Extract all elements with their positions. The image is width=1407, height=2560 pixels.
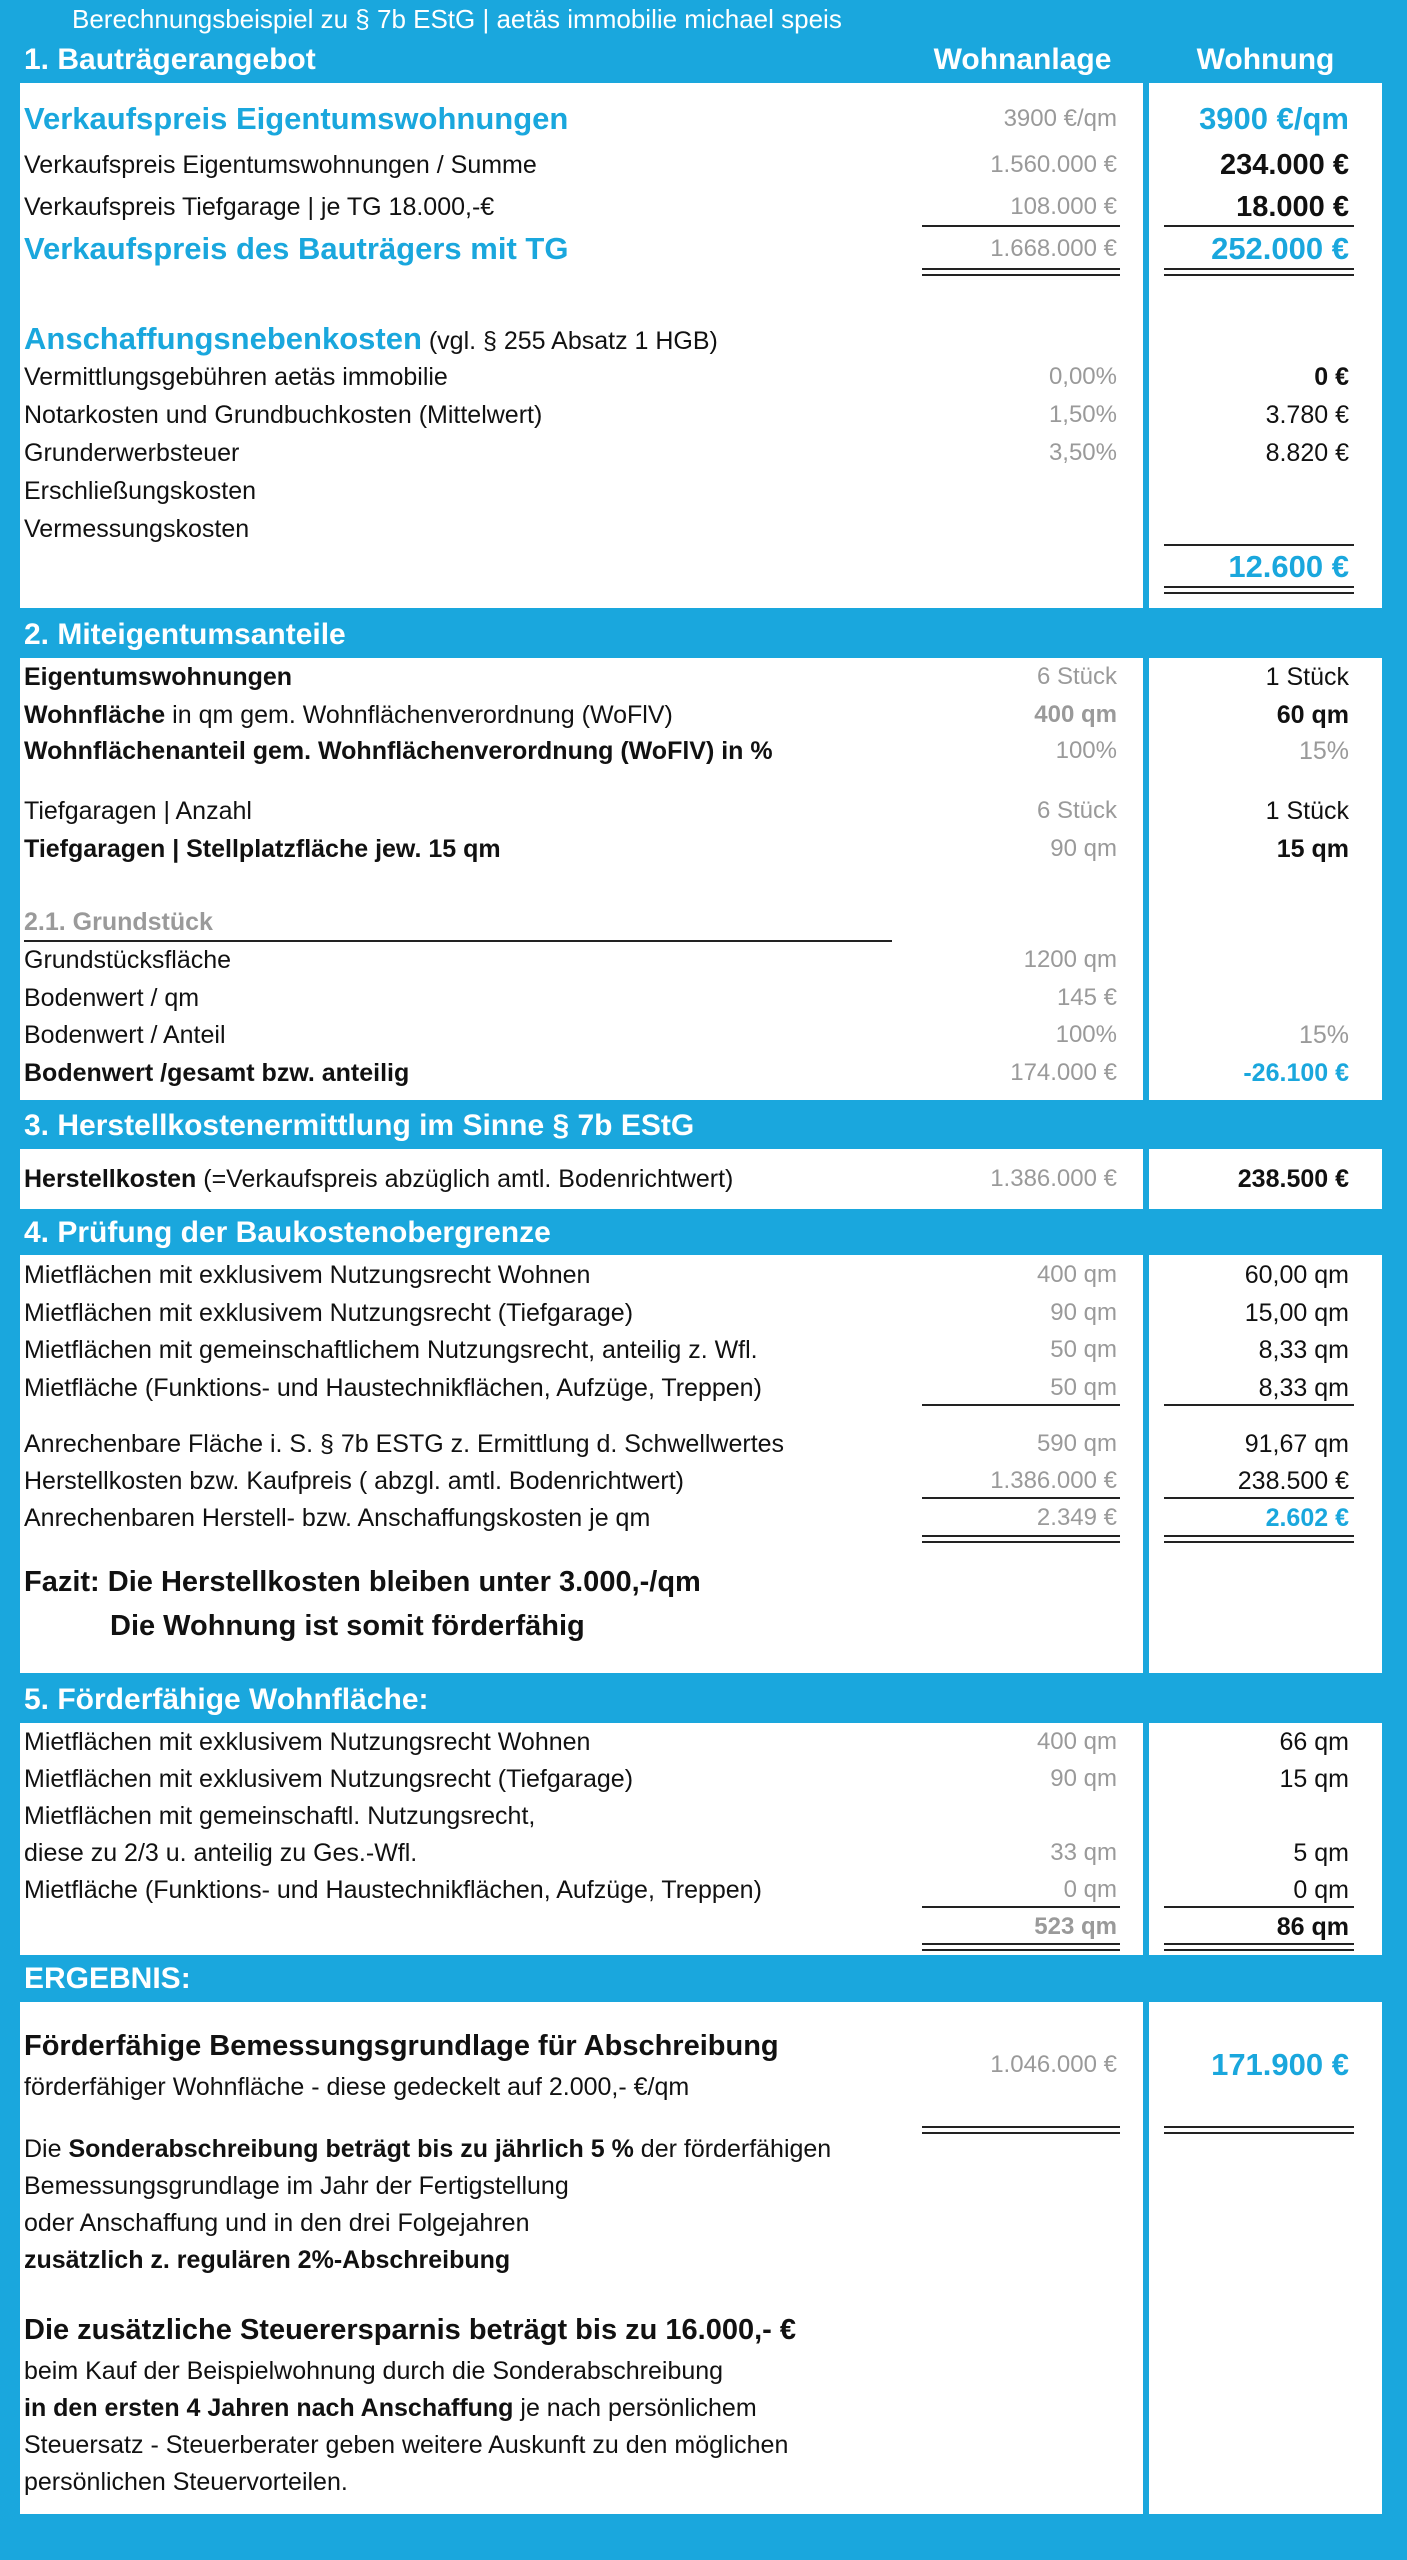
steuerersparnis-line-4: persönlichen Steuervorteilen. — [24, 2468, 348, 2496]
wohnung-value: 1 Stück — [1265, 663, 1349, 691]
wohnung-value: 238.500 € — [1237, 1165, 1349, 1193]
wohnanlage-value: 90 qm — [1050, 1765, 1117, 1792]
wohnanlage-value: 400 qm — [1034, 701, 1117, 728]
wohnung-value: 3900 €/qm — [1199, 101, 1349, 136]
row-label: in qm gem. Wohnflächenverordnung (WoFlV) — [165, 701, 673, 729]
wohnanlage-value: 0 qm — [1063, 1876, 1117, 1903]
row-label: Mietflächen mit gemeinschaftl. Nutzungsrecht, — [24, 1802, 536, 1830]
row-label-bold: Wohnfläche — [24, 701, 166, 729]
section-1-title: 1. Bauträgerangebot — [24, 43, 316, 76]
wohnanlage-value: 50 qm — [1050, 1336, 1117, 1363]
row-anschaffungsnebenkosten-title — [0, 320, 1407, 358]
wohnung-value: 238.500 € — [1237, 1467, 1349, 1495]
ergebnis-title: ERGEBNIS: — [24, 1962, 191, 1995]
row-label: Verkaufspreis Eigentumswohnungen / Summe — [24, 151, 537, 179]
row-foerder-funktion — [0, 1871, 1407, 1909]
row-label: Wohnflächenanteil gem. Wohnflächenverordnung (WoFlV) in % — [24, 737, 773, 765]
total-double-line — [1164, 586, 1354, 594]
wohnung-value: 8.820 € — [1265, 439, 1349, 467]
wohnanlage-value: 400 qm — [1036, 1261, 1117, 1288]
row-mietflaeche-wohnen — [0, 1256, 1407, 1294]
wohnanlage-value: 1.046.000 € — [990, 2051, 1117, 2078]
fazit-line-1: Fazit: Die Herstellkosten bleiben unter 3.000,-/qm — [24, 1566, 701, 1598]
row-label: diese zu 2/3 u. anteilig zu Ges.-Wfl. — [24, 1839, 418, 1867]
row-label: Verkaufspreis des Bauträgers mit TG — [24, 231, 569, 266]
wohnanlage-value: 2.349 € — [1036, 1504, 1117, 1531]
column-header-wohnanlage: Wohnanlage — [933, 43, 1112, 76]
row-herstellkosten — [0, 1160, 1407, 1198]
subtotal-line — [922, 1404, 1120, 1406]
total-double-line — [1164, 2126, 1354, 2134]
row-bodenwert-anteil — [0, 1016, 1407, 1054]
subtotal-line — [1164, 544, 1354, 546]
row-label: Mietflächen mit gemeinschaftlichem Nutzungsrecht, anteilig z. Wfl. — [24, 1336, 758, 1364]
row-label: (=Verkaufspreis abzüglich amtl. Bodenrichtwert) — [196, 1165, 734, 1193]
row-grundstueck-title — [0, 903, 1407, 941]
wohnung-value: 15 qm — [1276, 835, 1349, 863]
wohnanlage-value: 1.386.000 € — [990, 1165, 1117, 1192]
wohnung-value: 5 qm — [1293, 1839, 1349, 1867]
row-label: Grundstücksfläche — [24, 946, 232, 974]
total-double-line — [922, 1943, 1120, 1951]
steuerersparnis-emphasis: in den ersten 4 Jahren nach Anschaffung — [24, 2394, 514, 2422]
wohnanlage-value: 590 qm — [1036, 1430, 1117, 1457]
wohnung-value: 0 qm — [1293, 1876, 1349, 1904]
row-label: Mietflächen mit exklusivem Nutzungsrecht Wohnen — [24, 1261, 591, 1289]
row-bodenwert-qm — [0, 979, 1407, 1017]
row-label: Grunderwerbsteuer — [24, 439, 240, 467]
section-2-title: 2. Miteigentumsanteile — [24, 618, 346, 651]
row-label: Vermittlungsgebühren aetäs immobilie — [24, 363, 448, 391]
wohnanlage-value: 174.000 € — [1010, 1059, 1117, 1086]
wohnanlage-value: 6 Stück — [1036, 663, 1117, 690]
row-tiefgaragen-stellplatz — [0, 830, 1407, 868]
wohnung-value: 8,33 qm — [1258, 1336, 1349, 1364]
wohnung-value: 60 qm — [1276, 701, 1349, 729]
wohnung-value: 66 qm — [1279, 1728, 1349, 1756]
sonderabschreibung-line-1: Die Sonderabschreibung beträgt bis zu jährlich 5 % der förderfähigen — [24, 2135, 832, 2163]
row-vermessungskosten — [0, 510, 1407, 548]
row-label: Bodenwert / qm — [24, 984, 200, 1012]
subsection-title: 2.1. Grundstück — [24, 908, 213, 936]
total-double-line — [1164, 268, 1354, 276]
row-verkaufspreis-qm — [0, 100, 1407, 138]
row-label-bold: Herstellkosten — [24, 1165, 197, 1193]
wohnanlage-value: 1,50% — [1048, 401, 1117, 428]
wohnanlage-value: 100% — [1055, 737, 1117, 764]
bemessungsgrundlage-subtitle: förderfähiger Wohnfläche - diese gedeckelt auf 2.000,- €/qm — [24, 2073, 690, 2101]
row-label: Eigentumswohnungen — [24, 663, 293, 691]
row-label: Mietfläche (Funktions- und Haustechnikflächen, Aufzüge, Treppen) — [24, 1374, 762, 1402]
document-title: Berechnungsbeispiel zu § 7b EStG | aetäs immobilie michael speis — [72, 4, 842, 34]
wohnung-value: -26.100 € — [1243, 1059, 1349, 1087]
wohnung-value: 86 qm — [1276, 1913, 1349, 1941]
wohnung-value: 12.600 € — [1228, 549, 1349, 584]
row-label: Tiefgaragen | Stellplatzfläche jew. 15 qm — [24, 835, 501, 863]
wohnanlage-value: 6 Stück — [1036, 797, 1117, 824]
section-5-title: 5. Förderfähige Wohnfläche: — [24, 1683, 429, 1716]
total-double-line — [922, 1535, 1120, 1543]
row-grundstuecksflaeche — [0, 941, 1407, 979]
row-mietflaeche-funktion — [0, 1369, 1407, 1407]
sonderabschreibung-line-3: oder Anschaffung und in den drei Folgejahren — [24, 2209, 530, 2237]
wohnanlage-value: 523 qm — [1034, 1913, 1117, 1940]
section-3-title: 3. Herstellkostenermittlung im Sinne § 7b EStG — [24, 1109, 695, 1142]
wohnung-value: 60,00 qm — [1244, 1261, 1349, 1289]
wohnanlage-value: 90 qm — [1050, 1299, 1117, 1326]
section-4-title: 4. Prüfung der Baukostenobergrenze — [24, 1216, 551, 1249]
wohnanlage-value: 90 qm — [1050, 835, 1117, 862]
row-wohnflaechenanteil — [0, 732, 1407, 770]
row-label: Mietflächen mit exklusivem Nutzungsrecht (Tiefgarage) — [24, 1765, 634, 1793]
row-foerder-gemeinschaftl-2 — [0, 1834, 1407, 1872]
subtotal-line — [922, 225, 1120, 227]
row-verkaufspreis-tiefgarage — [0, 188, 1407, 226]
bemessungsgrundlage-heading: Förderfähige Bemessungsgrundlage für Abschreibung — [24, 2030, 779, 2062]
wohnanlage-value: 400 qm — [1036, 1728, 1117, 1755]
nebenkosten-heading: Anschaffungsnebenkosten — [24, 321, 422, 356]
row-anrechenbare-flaeche — [0, 1425, 1407, 1463]
wohnung-value: 15% — [1298, 1021, 1349, 1049]
sonderabschreibung-line-4: zusätzlich z. regulären 2%-Abschreibung — [24, 2246, 511, 2274]
row-wohnflaeche — [0, 696, 1407, 734]
wohnung-value: 15% — [1298, 737, 1349, 765]
row-vermittlungsgebuehren — [0, 358, 1407, 396]
nebenkosten-note: (vgl. § 255 Absatz 1 HGB) — [428, 327, 718, 355]
row-label: Anrechenbare Fläche i. S. § 7b ESTG z. Ermittlung d. Schwellwertes — [24, 1430, 785, 1458]
wohnanlage-value: 33 qm — [1050, 1839, 1117, 1866]
row-verkaufspreis-bautraeger — [0, 230, 1407, 268]
wohnanlage-value: 1.386.000 € — [990, 1467, 1117, 1494]
wohnung-value: 15 qm — [1279, 1765, 1349, 1793]
wohnung-value: 1 Stück — [1265, 797, 1349, 825]
wohnanlage-value: 3,50% — [1048, 439, 1117, 466]
row-eigentumswohnungen — [0, 658, 1407, 696]
wohnanlage-value: 3900 €/qm — [1003, 105, 1117, 132]
row-bodenwert-gesamt — [0, 1054, 1407, 1092]
row-mietflaeche-tiefgarage — [0, 1294, 1407, 1332]
row-label: Bodenwert /gesamt bzw. anteilig — [24, 1059, 410, 1087]
subtotal-line — [1164, 1404, 1354, 1406]
row-foerder-summe — [0, 1908, 1407, 1946]
steuerersparnis-line-1: beim Kauf der Beispielwohnung durch die Sonderabschreibung — [24, 2357, 724, 2385]
row-label: Verkaufspreis Eigentumswohnungen — [24, 101, 569, 136]
row-label: Mietflächen mit exklusivem Nutzungsrecht (Tiefgarage) — [24, 1299, 634, 1327]
steuerersparnis-heading: Die zusätzliche Steuerersparnis beträgt bis zu 16.000,- € — [24, 2314, 797, 2346]
row-tiefgaragen-anzahl — [0, 792, 1407, 830]
wohnanlage-value: 1200 qm — [1023, 946, 1117, 973]
wohnanlage-value: 145 € — [1056, 984, 1117, 1011]
row-bemessungsgrundlage-values — [0, 2046, 1407, 2084]
wohnanlage-value: 0,00% — [1048, 363, 1117, 390]
wohnung-value: 18.000 € — [1236, 191, 1349, 223]
wohnung-value: 15,00 qm — [1244, 1299, 1349, 1327]
row-label: Verkaufspreis Tiefgarage | je TG 18.000,-€ — [24, 193, 495, 221]
wohnung-value: 0 € — [1314, 363, 1349, 391]
row-kosten-je-qm — [0, 1499, 1407, 1537]
fazit-line-2: Die Wohnung ist somit förderfähig — [110, 1610, 585, 1642]
row-label: Herstellkosten bzw. Kaufpreis ( abzgl. amtl. Bodenrichtwert) — [24, 1467, 684, 1495]
wohnanlage-value: 108.000 € — [1010, 193, 1117, 220]
wohnung-value: 3.780 € — [1265, 401, 1349, 429]
row-label: Tiefgaragen | Anzahl — [24, 797, 252, 825]
total-double-line — [1164, 1943, 1354, 1951]
wohnung-value: 171.900 € — [1211, 2047, 1349, 2082]
steuerersparnis-line-3: Steuersatz - Steuerberater geben weitere Auskunft zu den möglichen — [24, 2431, 789, 2459]
row-grunderwerbsteuer — [0, 434, 1407, 472]
row-nebenkosten-summe — [0, 548, 1407, 586]
row-notarkosten — [0, 396, 1407, 434]
wohnung-value: 8,33 qm — [1258, 1374, 1349, 1402]
wohnung-value: 252.000 € — [1211, 231, 1349, 266]
row-label: Vermessungskosten — [24, 515, 250, 543]
wohnung-value: 234.000 € — [1219, 149, 1349, 181]
total-double-line — [922, 268, 1120, 276]
wohnung-value: 2.602 € — [1265, 1504, 1349, 1532]
subtotal-line — [1164, 225, 1354, 227]
row-foerder-gemeinschaftl-1 — [0, 1797, 1407, 1835]
wohnanlage-value: 1.560.000 € — [990, 151, 1117, 178]
row-herstellkosten-kaufpreis — [0, 1462, 1407, 1500]
row-mietflaeche-gemeinschaftlich — [0, 1331, 1407, 1369]
wohnung-value: 91,67 qm — [1244, 1430, 1349, 1458]
wohnanlage-value: 100% — [1055, 1021, 1117, 1048]
row-foerder-tiefgarage — [0, 1760, 1407, 1798]
steuerersparnis-line-2: in den ersten 4 Jahren nach Anschaffung je nach persönlichem — [24, 2394, 757, 2422]
total-double-line — [1164, 1535, 1354, 1543]
row-label: Erschließungskosten — [24, 477, 257, 505]
wohnanlage-value: 50 qm — [1050, 1374, 1117, 1401]
row-label: Mietflächen mit exklusivem Nutzungsrecht Wohnen — [24, 1728, 591, 1756]
row-label: Anrechenbaren Herstell- bzw. Anschaffungskosten je qm — [24, 1504, 651, 1532]
column-header-wohnung: Wohnung — [1196, 43, 1335, 76]
row-erschliessungskosten — [0, 472, 1407, 510]
sonderabschreibung-line-2: Bemessungsgrundlage im Jahr der Fertigstellung — [24, 2172, 569, 2200]
row-verkaufspreis-summe — [0, 146, 1407, 184]
row-label: Bodenwert / Anteil — [24, 1021, 226, 1049]
row-label: Mietfläche (Funktions- und Haustechnikflächen, Aufzüge, Treppen) — [24, 1876, 762, 1904]
sonderabschreibung-emphasis: Sonderabschreibung beträgt bis zu jährlich 5 % — [68, 2135, 634, 2163]
total-double-line — [922, 2126, 1120, 2134]
row-foerder-wohnen — [0, 1723, 1407, 1761]
row-label: Notarkosten und Grundbuchkosten (Mittelwert) — [24, 401, 543, 429]
wohnanlage-value: 1.668.000 € — [990, 235, 1117, 262]
